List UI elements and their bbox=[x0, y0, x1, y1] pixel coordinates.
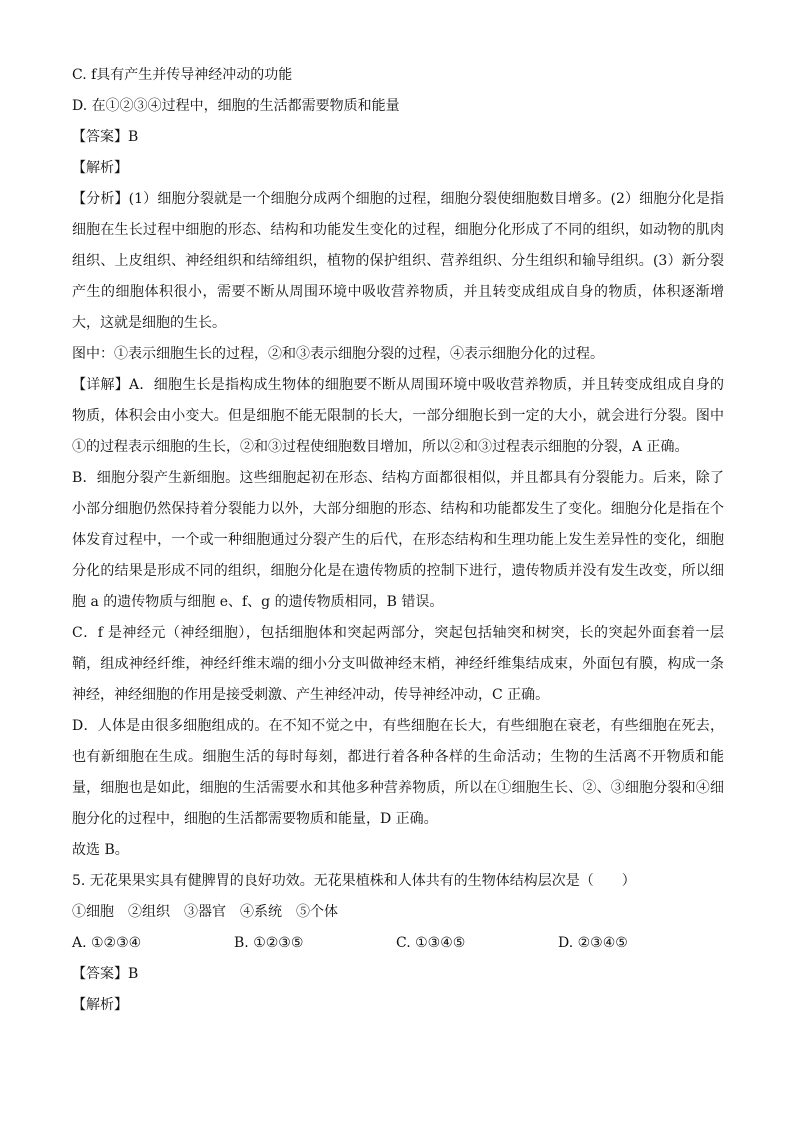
q5-options bbox=[72, 928, 724, 959]
q4-detail-d: D．人体是由很多细胞组成的。在不知不觉之中，有些细胞在长大，有些细胞在衰老，有些细胞在死去，也有新细胞在生成。细胞生活的每时每刻，都进行着各种各样的生命活动；生物的生活离不开物质和能量，细胞也是如此，细胞的生活需要水和其他多种营养物质，所以在①细胞生长、②、③细胞分裂和④细胞分化的过程中，细胞的生活都需要物质和能量，D 正确。 bbox=[72, 718, 724, 827]
q4-detail-b: B．细胞分裂产生新细胞。这些细胞起初在形态、结构方面都很相似，并且都具有分裂能力。后来，除了小部分细胞仍然保持着分裂能力以外，大部分细胞的形态、结构和功能都发生了变化。细胞分化是指在个体发育过程中，一个或一种细胞通过分裂产生的后代，在形态结构和生理功能上发生差异性的变化，细胞分化的结果是形成不同的组织，细胞分化是在遗传物质的控制下进行，遗传物质并没有发生改变，所以细胞 a 的遗传物质与细胞 e、f、g 的遗传物质相同，B 错误。 bbox=[72, 470, 724, 610]
q4-answer: 【答案】B bbox=[72, 129, 139, 145]
q5-option-c: C. ①③④⑤ bbox=[396, 935, 466, 951]
q4-conclusion: 故选 B。 bbox=[72, 842, 129, 858]
q4-analysis-label: 【解析】 bbox=[72, 160, 128, 176]
q4-detail-c: C．f 是神经元（神经细胞），包括细胞体和突起两部分，突起包括轴突和树突，长的突起外面套着一层鞘，组成神经纤维，神经纤维末端的细小分支叫做神经末梢，神经纤维集结成束，外面包有膜，构成一条神经，神经细胞的作用是接受刺激、产生神经冲动，传导神经冲动，C 正确。 bbox=[72, 625, 724, 703]
q4-fenxi-paragraph: 【分析】(1）细胞分裂就是一个细胞分成两个细胞的过程，细胞分裂使细胞数目增多。(2）细胞分化是指细胞在生长过程中细胞的形态、结构和功能发生变化的过程，细胞分化形成了不同的组织，如动物的肌肉组织、上皮组织、神经组织和结缔组织，植物的保护组织、营养组织、分生组织和输导组织。(3）新分裂产生的细胞体积很小，需要不断从周围环境中吸收营养物质，并且转变成组成自身的物质，体积逐渐增大，这就是细胞的生长。 bbox=[72, 191, 724, 331]
q5-option-a: A. ①②③④ bbox=[72, 935, 142, 951]
q5-analysis-label: 【解析】 bbox=[72, 997, 128, 1013]
q5-answer: 【答案】B bbox=[72, 966, 139, 982]
q5-option-d: D. ②③④⑤ bbox=[558, 935, 628, 951]
q4-option-d: D. 在①②③④过程中，细胞的生活都需要物质和能量 bbox=[72, 98, 400, 114]
document-page bbox=[72, 60, 724, 1021]
q5-stem: 5. 无花果果实具有健脾胃的良好功效。无花果植株和人体共有的生物体结构层次是（ ） bbox=[72, 873, 636, 889]
q4-detail-a: 【详解】A．细胞生长是指构成生物体的细胞要不断从周围环境中吸收营养物质，并且转变成组成自身的物质，体积会由小变大。但是细胞不能无限制的长大，一部分细胞长到一定的大小，就会进行分裂。图中①的过程表示细胞的生长，②和③过程使细胞数目增加，所以②和③过程表示细胞的分裂，A 正确。 bbox=[72, 377, 724, 455]
q4-option-c: C. f具有产生并传导神经冲动的功能 bbox=[72, 67, 293, 83]
q4-figure-note: 图中：①表示细胞生长的过程，②和③表示细胞分裂的过程，④表示细胞分化的过程。 bbox=[72, 346, 604, 362]
q5-items: ①细胞 ②组织 ③器官 ④系统 ⑤个体 bbox=[72, 904, 338, 920]
q5-option-b: B. ①②③⑤ bbox=[234, 935, 304, 951]
